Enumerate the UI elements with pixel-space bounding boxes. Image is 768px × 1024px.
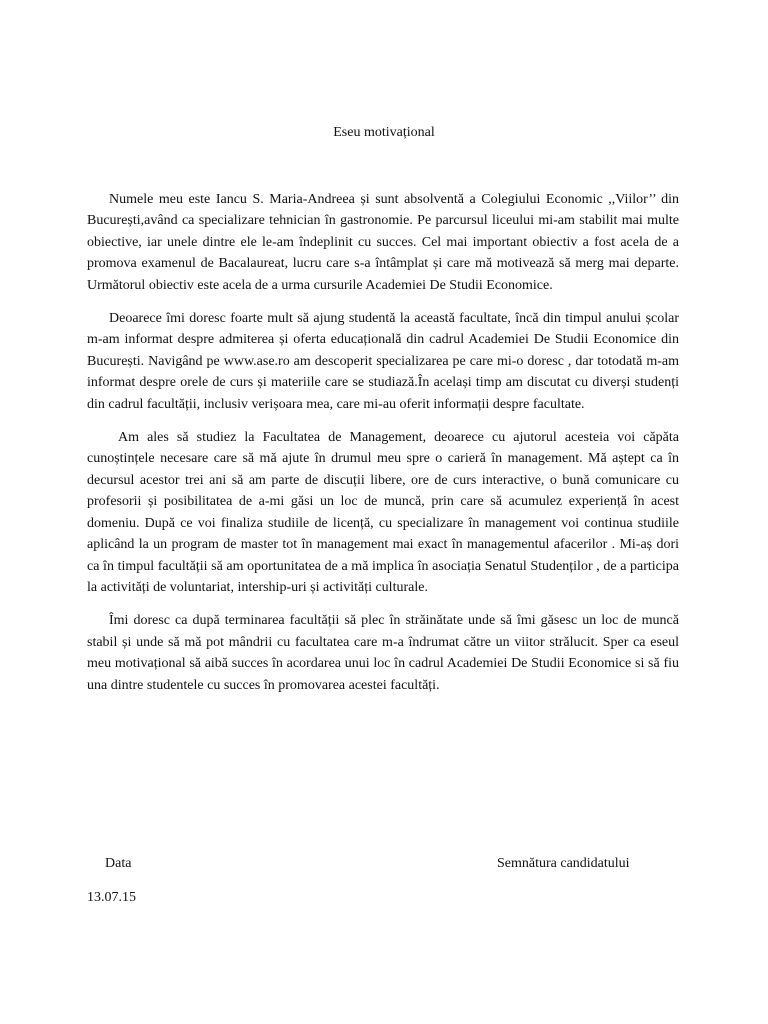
essay-body xyxy=(87,189,679,708)
page-title: Eseu motivațional xyxy=(333,125,435,140)
essay-paragraph-3: Am ales să studiez la Facultatea de Management, deoarece cu ajutorul acesteia voi căpăta cunoștințele necesare care să mă ajute în drumul meu spre o carieră în management. Mă aștept ca în decursul acestor trei ani să am parte de discuții libere, ore de curs interactive, o bună comunicare cu profesorii și posibilitatea de a-mi găsi un loc de muncă, prin care să acumulez experiență în acest domeniu. După ce voi finaliza studiile de licență, cu specializare în management voi continua studiile aplicând la un program de master tot în management mai exact în managementul afacerilor . Mi-aș dori ca în timpul facultății să am oportunitatea de a mă implica în asociația Senatul Studenților , de a participa la activități de voluntariat, intership-uri și activități culturale. xyxy=(87,430,679,595)
essay-paragraph-4: Îmi doresc ca după terminarea facultății să plec în străinătate unde să îmi găsesc un loc de muncă stabil și unde să mă pot mândrii cu facultatea care m-a îndrumat către un viitor strălucit. Sper ca eseul meu motivațional să aibă succes în acordarea unui loc în cadrul Academiei De Studii Economice si să fiu una dintre studentele cu succes în promovarea acestei facultăți. xyxy=(87,613,679,693)
date-label: Data xyxy=(105,856,132,871)
signature-label: Semnătura candidatului xyxy=(497,856,630,871)
essay-paragraph-2: Deoarece îmi doresc foarte mult să ajung studentă la această facultate, încă din timpul anului școlar m-am informat despre admiterea și oferta educațională din cadrul Academiei De Studii Economice din București. Navigând pe www.ase.ro am descoperit specializarea pe care mi-o doresc , dar totodată m-am informat despre orele de curs și materiile care se studiază.În același timp am discutat cu diverși studenți din cadrul facultății, inclusiv verișoara mea, care mi-au oferit informații despre facultate. xyxy=(87,311,679,412)
date-value: 13.07.15 xyxy=(87,890,136,905)
essay-paragraph-1: Numele meu este Iancu S. Maria-Andreea și sunt absolventă a Colegiului Economic ,,Viilor’’ din București,având ca specializare tehnician în gastronomie. Pe parcursul liceului mi-am stabilit mai multe obiective, iar unele dintre ele le-am îndeplinit cu succes. Cel mai important obiectiv a fost acela de a promova examenul de Bacalaureat, lucru care s-a întâmplat și care mă motivează să merg mai departe. Următorul obiectiv este acela de a urma cursurile Academiei De Studii Economice. xyxy=(87,192,679,293)
